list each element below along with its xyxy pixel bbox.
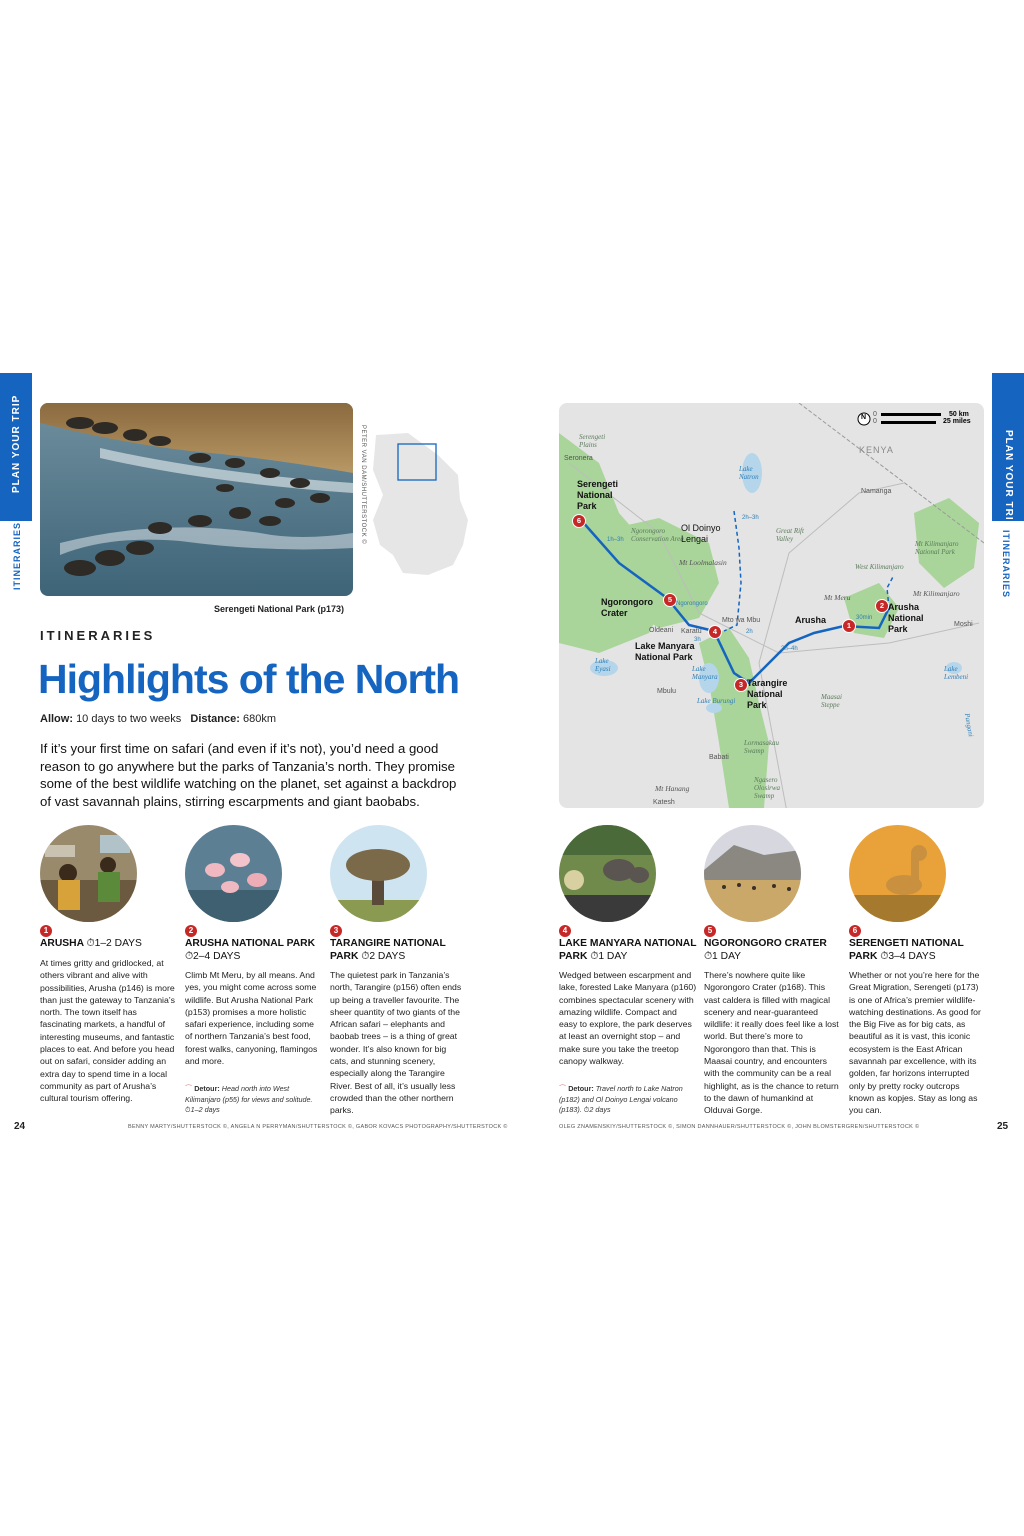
photo-credits-left: BENNY MARTY/SHUTTERSTOCK ©, ANGELA N PERRYMAN/SHUTTERSTOCK ©, GABOR KOVACS PHOTOGRAPHY/SHUTTERSTOCK © (128, 1124, 508, 1130)
locator-map (368, 425, 478, 590)
page-number-left: 24 (14, 1121, 26, 1132)
map-pin-5: 5 (663, 593, 677, 607)
map-time-1: 1h–3h (607, 537, 624, 543)
stop-4-detour-duration: 2 days (589, 1105, 611, 1114)
map-time-6: 30min (856, 615, 873, 621)
map-pin-2: 2 (875, 599, 889, 613)
right-section-label: ITINERARIES (1001, 530, 1011, 599)
tarangire-photo (330, 825, 427, 922)
map-mt-loolmalasin: Mt Loolmalasin (679, 558, 727, 567)
map-place-namanga: Namanga (861, 488, 892, 495)
section-kicker: ITINERARIES (40, 628, 156, 643)
map-place-seronera: Seronera (564, 455, 593, 462)
stop-1-name: ARUSHA (40, 938, 84, 949)
map-water-natron: Lake Natron (739, 465, 759, 481)
map-pin-6: 6 (572, 514, 586, 528)
stop-4-clock-icon: ⏱ (590, 951, 599, 962)
map-pin-3: 3 (734, 678, 748, 692)
stop-5-body: There’s nowhere quite like Ngorongoro Crater (p168). This vast caldera is filled with magical scenery and near-guaranteed wildlife: it really does feel like a lost world. But there’s more to Ngorongoro than that. This is Maasai country, and encounters with the community can be a real highlight, as is the chance to return to the dawn of humankind at Olduvai Gorge. (704, 970, 839, 1116)
map-park-west-kili: West Kilimanjaro (855, 563, 904, 571)
stop-5-number: 5 (704, 925, 716, 937)
map-label-ol-doinyo: Ol Doinyo Lengai (681, 523, 721, 544)
map-pin-1: 1 (842, 619, 856, 633)
hero-caption: Serengeti National Park (p173) (214, 604, 345, 614)
route-map (559, 403, 984, 808)
allow-label: Allow: (40, 713, 73, 725)
stop-1-heading (40, 937, 180, 950)
map-pin-4: 4 (708, 625, 722, 639)
stop-3-duration: 2 DAYS (369, 951, 406, 962)
map-label-lake-manyara: Lake Manyara National Park (635, 641, 695, 662)
stop-4-name: LAKE MANYARA NATIONAL PARK (559, 938, 697, 962)
map-label-arusha-np: Arusha National Park (888, 602, 924, 634)
stop-4-detour-text: Travel north to Lake Natron (p182) and Ol Doinyo Lengai volcano (p183). (559, 1084, 683, 1114)
stop-6-body: Whether or not you’re here for the Great Migration, Serengeti (p173) is one of Africa’s premier wildlife-watching destinations. As good for the Big Five as for big cats, as beautiful as it is vast, this iconic ecosystem is the East African savannah par excellence, with its golden, far horizons interrupted only by pretty rocky outcrops known as kopjes. Stay as long as you can. (849, 970, 981, 1116)
page-number-right: 25 (997, 1121, 1009, 1132)
stop-2-body: Climb Mt Meru, by all means. And yes, you might come across some wildlife. But Arusha National Park (p153) promises a more holistic safari experience, including some of northern Tanzania’s best food, forest walks, canyoning, flamingos and more. (185, 970, 318, 1067)
trip-meta (40, 713, 276, 725)
stop-2-detour-duration: 1–2 days (190, 1105, 220, 1114)
map-mt-meru: Mt Meru (824, 593, 851, 602)
stop-6-duration: 3–4 DAYS (888, 951, 936, 962)
stop-2-detour-clock-icon: ⏱ (185, 1105, 191, 1114)
map-park-maasai-steppe: Maasai Steppe (821, 693, 842, 709)
lake-manyara-photo (559, 825, 656, 922)
map-mt-kilimanjaro: Mt Kilimanjaro (913, 589, 960, 598)
stop-6-clock-icon: ⏱ (880, 951, 889, 962)
stop-2-duration: 2–4 DAYS (193, 951, 241, 962)
map-time-7: Ngorongoro (676, 601, 708, 607)
stop-3-body: The quietest park in Tanzania’s north, Tarangire (p156) often ends up being a traveller favourite. The sheer quantity of two giants of the African safari – elephants and baobab trees – is a thing of great wonder. It’s also known for big cats, and stunning scenery, especially along the Tarangire River. Best of all, it’s usually less crowded than the other northern parks. (330, 970, 462, 1116)
stop-2-detour-text: Head north into West Kilimanjaro (p55) for views and solitude. (185, 1084, 313, 1104)
map-label-arusha: Arusha (795, 615, 827, 625)
detour-icon: ⌒ (559, 1084, 567, 1093)
right-side-tab (992, 373, 1024, 529)
stop-4-body: Wedged between escarpment and lake, forested Lake Manyara (p160) combines spectacular scenery with amazing wildlife. Compact and easy to explore, the park deserves at least an overnight stop – and make sure you take the treetop canopy walkway. (559, 970, 697, 1067)
scale-zero-km: 0 (873, 411, 877, 418)
stop-3-clock-icon: ⏱ (361, 951, 370, 962)
left-side-tab (0, 373, 32, 521)
serengeti-photo (849, 825, 946, 922)
photo-credits-right: OLEG ZNAMENSKIY/SHUTTERSTOCK ©, SIMON DANNHAUER/SHUTTERSTOCK ©, JOHN BLOMSTERGREN/SHUTTERSTOCK © (559, 1124, 920, 1130)
map-place-oldeani: Oldeani (649, 627, 674, 634)
hero-credit: PETER VAN DAM/SHUTTERSTOCK © (360, 425, 366, 545)
map-mt-hanang: Mt Hanang (655, 784, 690, 793)
map-time-3: 2h (746, 629, 753, 635)
map-place-mto-wa-mbu: Mto wa Mbu (722, 617, 761, 624)
page-title: Highlights of the North (38, 656, 460, 702)
stop-6-number: 6 (849, 925, 861, 937)
stop-4-detour-clock-icon: ⏱ (583, 1105, 590, 1114)
intro-paragraph: If it’s your first time on safari (and even if it’s not), you’d need a good reason to go anywhere but the parks of Tanzania’s north. They promise some of the best wildlife watching on the planet, set against a backdrop of vast savannah plains, stirring escarpments and giant baobabs. (40, 741, 457, 809)
stop-3-heading (330, 937, 460, 963)
allow-value: 10 days to two weeks (76, 713, 182, 725)
distance-value: 680km (243, 713, 277, 725)
map-water-pangani: Pangani (962, 712, 975, 738)
map-park-ngasero: Ngasero Olosirwa Swamp (754, 776, 781, 800)
stop-2-clock-icon: ⏱ (185, 951, 194, 962)
left-section-label: ITINERARIES (12, 521, 22, 590)
stop-2-name: ARUSHA NATIONAL PARK (185, 938, 316, 949)
map-label-tarangire: Tarangire National Park (747, 678, 788, 710)
stop-2-detour-label: Detour: (194, 1084, 220, 1093)
stop-4-detour-label: Detour: (568, 1084, 594, 1093)
stop-6-name: SERENGETI NATIONAL PARK (849, 938, 964, 962)
left-tab-label: PLAN YOUR TRIP (11, 394, 22, 493)
stop-4-heading (559, 937, 699, 963)
map-time-4: 3h (694, 637, 701, 643)
right-tab-label: PLAN YOUR TRIP (1003, 430, 1014, 529)
stop-5-duration: 1 DAY (712, 951, 742, 962)
map-place-babati: Babati (709, 754, 729, 761)
distance-label: Distance: (190, 713, 240, 725)
map-park-great-rift: Great Rift Valley (776, 527, 804, 543)
stop-3-number: 3 (330, 925, 342, 937)
map-park-ngorongoro-area: Ngorongoro Conservation Area (631, 527, 684, 543)
map-park-serengeti-plains: Serengeti Plains (579, 433, 606, 449)
map-park-lormaskau: Lormasakau Swamp (744, 739, 780, 755)
scale-miles-label: 25 miles (943, 418, 971, 425)
detour-icon: ⌒ (185, 1084, 193, 1093)
map-time-5: 2h–4h (781, 646, 798, 652)
stop-4-number: 4 (559, 925, 571, 937)
stop-5-clock-icon: ⏱ (704, 951, 713, 962)
map-park-kilimanjaro: Mt Kilimanjaro National Park (915, 540, 959, 556)
map-place-katesh: Katesh (653, 799, 675, 806)
stop-1-body: At times gritty and gridlocked, at others vibrant and alive with possibilities, Arusha (p146) is more than just the gateway to Tanzania’s north. The town itself has fascinating markets, a handful of interesting museums, and fantastic places to eat. And before you head out on safari, consider adding an extra day to spend time in a local community as part of Arusha’s cultural tourism offering. (40, 958, 175, 1104)
stop-1-duration: 1–2 DAYS (94, 938, 142, 949)
stop-4-duration: 1 DAY (598, 951, 628, 962)
map-water-lembeni: Lake Lembeni (944, 665, 969, 681)
stop-4-detour (559, 1084, 694, 1116)
map-place-moshi: Moshi (954, 621, 973, 628)
stop-1-clock-icon: ⏱ (86, 938, 95, 949)
map-water-eyasi: Lake Eyasi (595, 657, 611, 673)
map-place-mbulu: Mbulu (657, 688, 677, 695)
stop-1-number: 1 (40, 925, 52, 937)
stop-6-heading (849, 937, 989, 963)
hero-photo (40, 403, 353, 596)
map-water-manyara: Lake Manyara (692, 665, 718, 681)
map-water-burungi: Lake Burungi (697, 697, 736, 705)
scale-km-label: 50 km (949, 411, 969, 418)
compass-label: N (861, 414, 867, 421)
stop-2-detour (185, 1084, 320, 1116)
map-label-serengeti: Serengeti National Park (577, 479, 619, 511)
stop-3-name: TARANGIRE NATIONAL PARK (330, 938, 446, 962)
stop-5-heading (704, 937, 844, 963)
map-time-2: 2h–3h (742, 515, 759, 521)
map-place-karatu: Karatu (681, 628, 702, 635)
scale-zero-mi: 0 (873, 418, 877, 425)
map-label-ngorongoro: Ngorongoro Crater (601, 597, 653, 618)
stop-2-number: 2 (185, 925, 197, 937)
stop-5-name: NGORONGORO CRATER (704, 938, 827, 949)
kenya-label: KENYA (859, 445, 894, 455)
stop-2-heading (185, 937, 325, 963)
arusha-np-photo (185, 825, 282, 922)
ngorongoro-photo (704, 825, 801, 922)
arusha-photo (40, 825, 137, 922)
